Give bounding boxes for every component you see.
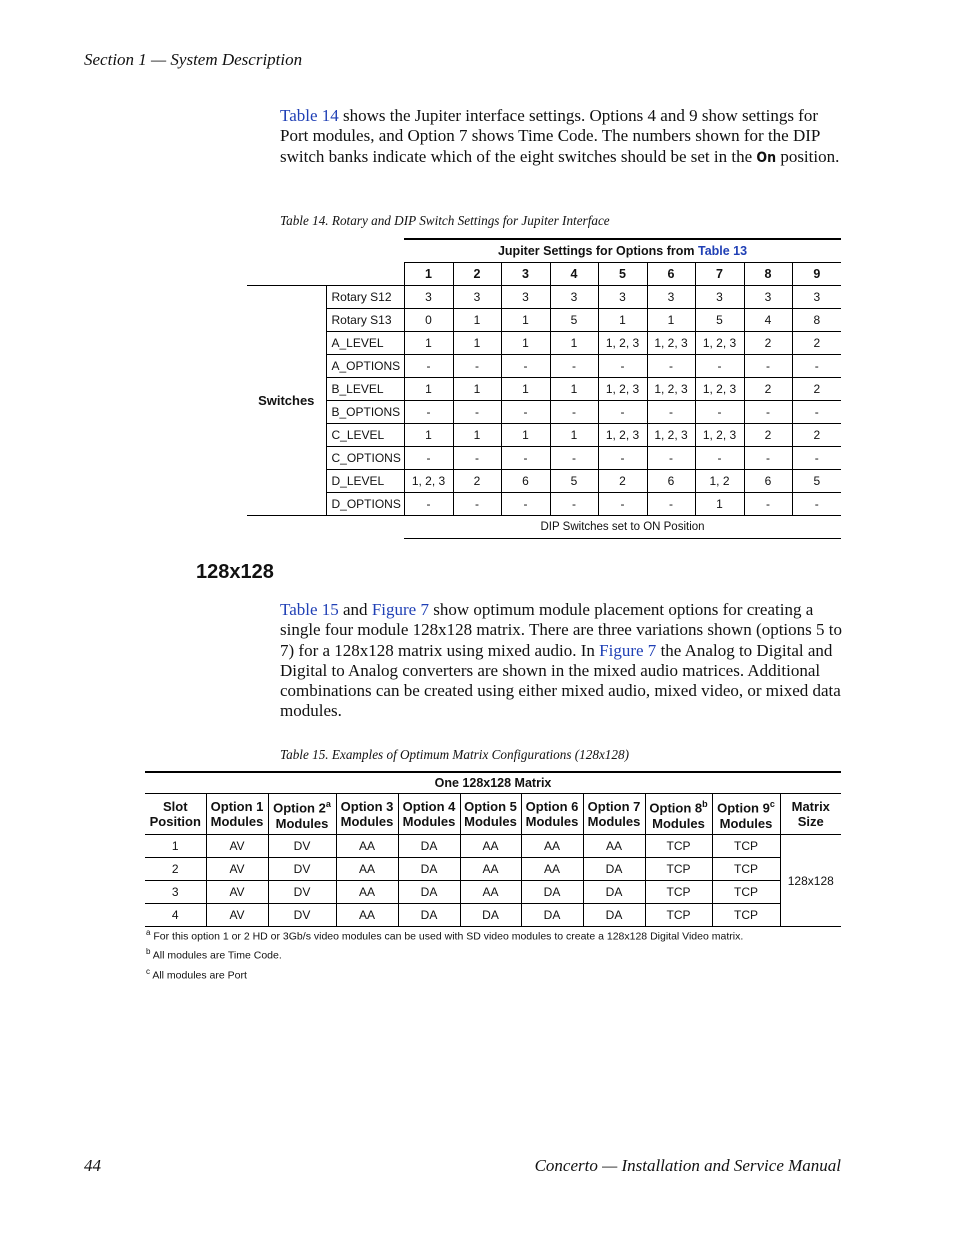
table-cell: - [501,493,550,516]
para-text: show optimum module placement options for creating a single four module 128x128 matrix. There are three variations shown (options 5 to 7) for a 128x128 matrix using mixed audio. In [280,600,842,660]
option-number: 2 [453,263,501,286]
table-cell: AA [583,835,645,858]
table-cell: 1, 2, 3 [695,332,744,355]
table-cell: - [647,355,695,378]
table-cell: DV [268,881,336,904]
footnote-ref: c [769,799,775,810]
table-cell: - [404,447,453,470]
row-label: C_LEVEL [326,424,404,447]
option-number: 9 [792,263,841,286]
table-cell: - [453,401,501,424]
table-cell: AA [521,858,583,881]
table-cell: 1 [404,332,453,355]
section-heading-128x128: 128x128 [196,561,274,583]
table-cell: - [792,447,841,470]
blank-cell [247,239,404,263]
column-header-line1: Option 5 [464,799,517,814]
para-text: the Analog to Digital and Digital to Analog converters are shown in the mixed audio matrices. Additional combinations can be created using either mixed audio, mixed video, or mixed data modules. [280,640,841,721]
column-header-line2: Modules [525,814,579,829]
table-cell: - [647,401,695,424]
table-row [247,309,841,332]
table-cell: - [550,447,598,470]
table-cell: - [501,355,550,378]
table-14-caption: Table 14. Rotary and DIP Switch Settings for Jupiter Interface [280,213,610,228]
option-number: 6 [647,263,695,286]
table-cell: 1 [501,378,550,401]
table-cell: - [792,401,841,424]
table-row [145,858,841,881]
figure-7-link[interactable]: Figure 7 [371,600,429,619]
column-header-line1: Option 9 [717,800,770,816]
table-cell: 3 [453,286,501,309]
intro-text: shows the Jupiter interface settings. Options 4 and 9 show settings for Port modules, and Option 7 shows Time Code. The numbers shown for the DIP switch banks indicate which of the eight switches should be set in the [280,106,820,166]
table-cell: - [453,447,501,470]
table-cell: 1, 2, 3 [695,378,744,401]
column-header-line1: Option 1 [210,799,264,814]
figure-7-link-2[interactable]: Figure 7 [599,640,657,660]
table-cell: AV [206,858,268,881]
table-cell: AV [206,881,268,904]
table-cell: 3 [695,286,744,309]
table-14-link[interactable]: Table 14 [280,106,339,125]
on-keyword: On [756,149,777,166]
table-cell: - [598,493,647,516]
blank-cell [247,263,404,286]
table-cell: - [647,493,695,516]
option-number: 8 [744,263,792,286]
table-cell: - [598,401,647,424]
intro-text-end: position. [776,146,840,166]
table-cell: TCP [712,858,780,881]
table-cell: 3 [404,286,453,309]
table-cell: 1, 2, 3 [404,470,453,493]
table-cell: DA [398,904,460,927]
table-cell: - [550,401,598,424]
section-128-paragraph [280,600,842,722]
table-cell: - [453,355,501,378]
table-row [145,835,841,858]
table-cell: AA [336,881,398,904]
blank-cell [247,516,404,539]
column-header-line1: Option 8 [649,800,703,816]
table-cell: 3 [792,286,841,309]
table-row [247,470,841,493]
table-cell: 8 [792,309,841,332]
footnote-text: For this option 1 or 2 HD or 3Gb/s video modules can be used with SD video modules to create a 128x128 Digital Video matrix. [153,930,744,943]
column-header-line2: Modules [464,814,517,829]
table-cell: AA [460,858,521,881]
table-cell: 1, 2, 3 [647,332,695,355]
manual-title: Concerto — Installation and Service Manual [534,1156,841,1175]
column-header [645,794,712,835]
table-cell: 3 [501,286,550,309]
table-cell: 1, 2, 3 [598,378,647,401]
table-cell: AV [206,835,268,858]
table-cell: 1 [550,378,598,401]
table-cell: - [695,355,744,378]
table-15 [145,771,841,927]
table-cell: 1 [501,424,550,447]
option-number: 3 [501,263,550,286]
column-header-line1: Option 2 [273,800,326,816]
column-header-line1: Slot [162,799,188,814]
column-header-line2: Modules [652,815,705,831]
header-text: Jupiter Settings for Options from [497,244,698,258]
row-label: D_LEVEL [326,470,404,493]
table-cell: 1, 2, 3 [695,424,744,447]
column-header [780,794,841,835]
table-cell: - [404,493,453,516]
footnote-ref: a [325,799,331,810]
table-cell: 1 [598,309,647,332]
footnote-mark: a [146,928,151,937]
table-cell: - [695,401,744,424]
table-cell: 1, 2 [695,470,744,493]
table-cell: 1 [404,378,453,401]
row-label: C_OPTIONS [326,447,404,470]
table-cell: - [501,447,550,470]
column-header [398,794,460,835]
row-label: B_OPTIONS [326,401,404,424]
table-cell: 5 [695,309,744,332]
table-cell: DA [583,858,645,881]
table-cell: DA [521,881,583,904]
table-cell: TCP [645,881,712,904]
column-header [206,794,268,835]
table-cell: 1, 2, 3 [647,378,695,401]
table-cell: AA [521,835,583,858]
table-cell: 2 [744,424,792,447]
table-cell: 6 [647,470,695,493]
column-header [268,794,336,835]
section-header: Section 1 — System Description [84,50,303,69]
table-cell: DA [398,881,460,904]
table-cell: DV [268,835,336,858]
option-number: 1 [404,263,453,286]
table-row [247,493,841,516]
table-cell: - [792,493,841,516]
column-header-line2: Modules [275,815,329,831]
table-cell: 4 [145,904,206,927]
table-14-header [404,239,841,263]
table-cell: 3 [647,286,695,309]
row-label: D_OPTIONS [326,493,404,516]
footnote-text: All modules are Port [152,969,247,982]
table-cell: DA [460,904,521,927]
table-cell: - [744,401,792,424]
table-cell: 0 [404,309,453,332]
table-cell: 1, 2, 3 [598,424,647,447]
table-row [145,881,841,904]
column-header-line1: Matrix [791,799,830,814]
table-cell: 2 [744,332,792,355]
table-cell: 3 [744,286,792,309]
table-row [247,401,841,424]
column-header [336,794,398,835]
table-row [247,424,841,447]
table-cell: AA [336,904,398,927]
para-text: and [338,600,372,619]
row-label: A_LEVEL [326,332,404,355]
table-cell: 1 [453,378,501,401]
table-15-link[interactable]: Table 15 [280,600,339,619]
table-cell: TCP [712,835,780,858]
table-cell: DA [398,835,460,858]
column-header-line1: Option 6 [525,799,579,814]
row-label: Rotary S12 [326,286,404,309]
table-cell: DV [268,858,336,881]
column-header-line2: Size [797,814,824,829]
table-row [247,332,841,355]
table-cell: 2 [453,470,501,493]
table-15-caption: Table 15. Examples of Optimum Matrix Configurations (128x128) [280,747,629,762]
footnote-mark: b [146,947,151,956]
dip-note: DIP Switches set to ON Position [404,516,841,539]
column-header-line2: Modules [719,815,773,831]
column-header-line1: Option 4 [402,799,456,814]
column-header-line1: Option 7 [587,799,641,814]
table-cell: 2 [792,378,841,401]
table-cell: 1 [501,332,550,355]
page-number: 44 [84,1156,101,1175]
table-cell: 1 [501,309,550,332]
table-row [247,355,841,378]
footnote-c [146,967,247,982]
footnote-text: All modules are Time Code. [152,949,282,962]
table-cell: - [695,447,744,470]
table-cell: 1 [453,424,501,447]
column-header-line2: Modules [210,814,264,829]
table-cell: DA [583,881,645,904]
footnote-a [146,928,743,943]
table-cell: DA [398,858,460,881]
table-cell: 5 [550,470,598,493]
table-cell: DV [268,904,336,927]
table-cell: 4 [744,309,792,332]
table-cell: 1 [453,309,501,332]
table-cell: - [744,447,792,470]
table-cell: 1, 2, 3 [647,424,695,447]
table-cell: AA [336,835,398,858]
option-number: 7 [695,263,744,286]
table-cell: 1 [145,835,206,858]
column-header-line2: Modules [587,814,641,829]
table-cell: - [404,401,453,424]
row-label: Rotary S13 [326,309,404,332]
table-cell: TCP [645,858,712,881]
table-cell: AA [336,858,398,881]
footnote-ref: b [702,799,708,810]
column-header-line1: Option 3 [340,799,394,814]
row-label: A_OPTIONS [326,355,404,378]
column-header [583,794,645,835]
table-cell: 2 [792,332,841,355]
column-header-line2: Position [149,814,201,829]
table-cell: AA [460,881,521,904]
table-cell: 3 [550,286,598,309]
table-cell: 1 [404,424,453,447]
table-14 [247,238,841,539]
table-row [247,378,841,401]
table-cell: - [647,447,695,470]
table-13-link[interactable]: Table 13 [697,244,748,258]
table-cell: TCP [712,881,780,904]
footnote-b [146,947,282,962]
table-cell: 1, 2, 3 [598,332,647,355]
column-header [712,794,780,835]
table-cell: TCP [712,904,780,927]
table-cell: 2 [598,470,647,493]
table-cell: TCP [645,904,712,927]
table-cell: - [501,401,550,424]
table-row [145,904,841,927]
table-cell: - [404,355,453,378]
table-cell: 1 [550,332,598,355]
matrix-size-cell: 128x128 [780,835,841,927]
table-cell: 2 [145,858,206,881]
table-cell: - [550,355,598,378]
table-cell: - [744,355,792,378]
table-row [247,286,841,309]
table-cell: DA [521,904,583,927]
table-cell: - [453,493,501,516]
column-header [521,794,583,835]
switches-label: Switches [247,286,326,516]
table-cell: - [550,493,598,516]
row-label: B_LEVEL [326,378,404,401]
table-cell: 6 [501,470,550,493]
footnote-mark: c [146,967,150,976]
table-cell: 5 [550,309,598,332]
table-cell: 2 [744,378,792,401]
option-number: 5 [598,263,647,286]
column-header-line2: Modules [402,814,456,829]
option-number: 4 [550,263,598,286]
table-cell: AA [460,835,521,858]
table-cell: - [792,355,841,378]
column-header-line2: Modules [340,814,394,829]
column-header [460,794,521,835]
table-cell: 3 [145,881,206,904]
table-cell: AV [206,904,268,927]
table-cell: - [598,355,647,378]
column-header [145,794,206,835]
table-cell: 2 [792,424,841,447]
table-cell: - [598,447,647,470]
table-cell: 5 [792,470,841,493]
table-15-top-header: One 128x128 Matrix [145,772,841,794]
table-cell: TCP [645,835,712,858]
table-cell: - [744,493,792,516]
intro-paragraph [280,106,840,168]
table-cell: 1 [453,332,501,355]
table-cell: DA [583,904,645,927]
table-row [247,447,841,470]
table-cell: 3 [598,286,647,309]
table-cell: 1 [695,493,744,516]
table-cell: 1 [550,424,598,447]
table-cell: 1 [647,309,695,332]
table-cell: 6 [744,470,792,493]
